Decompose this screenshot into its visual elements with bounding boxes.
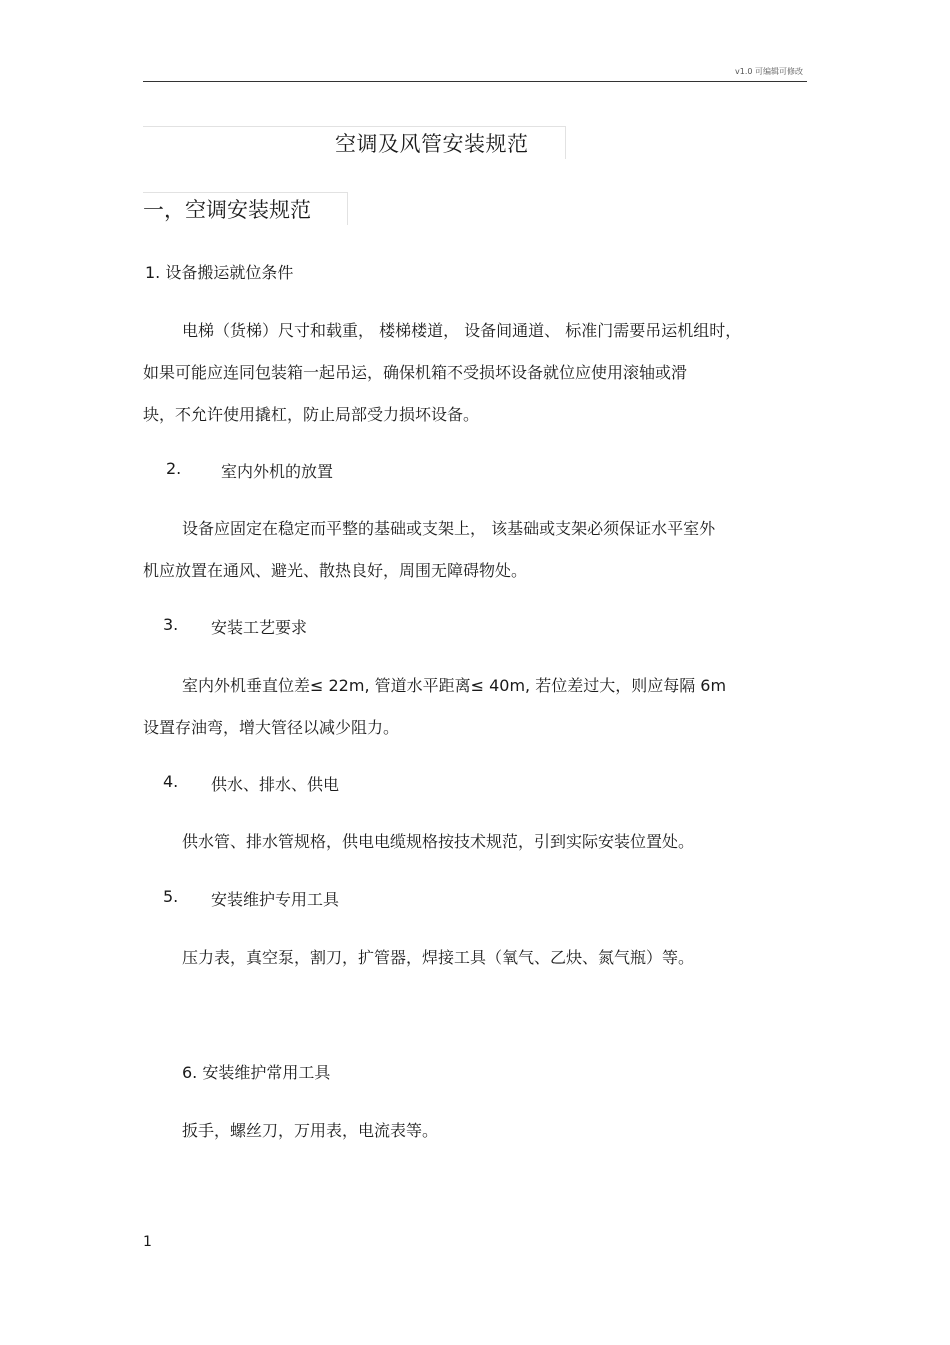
item-3-heading: 安装工艺要求 (211, 618, 308, 637)
item-3-number: 3. (163, 615, 179, 634)
item-5-number: 5. (163, 887, 179, 906)
item-1-line-2: 如果可能应连同包装箱一起吊运，确保机箱不受损坏设备就位应使用滚轴或滑 (143, 363, 688, 382)
item-3-line-1: 室内外机垂直位差≤ 22m, 管道水平距离≤ 40m, 若位差过大，则应每隔 6m (182, 676, 727, 695)
header-version-note: v1.0 可编辑可修改 (735, 67, 803, 76)
item-6-line-1: 扳手，螺丝刀，万用表，电流表等。 (182, 1121, 439, 1140)
item-4-line-1: 供水管、排水管规格，供电电缆规格按技术规范，引到实际安装位置处。 (182, 832, 695, 851)
document-title: 空调及风管安装规范 (335, 132, 529, 156)
item-5-line-1: 压力表，真空泵，割刀，扩管器，焊接工具（氧气、乙炔、氮气瓶）等。 (182, 948, 695, 967)
item-1-line-1: 电梯（货梯）尺寸和载重， 楼梯楼道， 设备间通道、 标准门需要吊运机组时， (182, 321, 742, 340)
item-1-line-3: 块，不允许使用撬杠，防止局部受力损坏设备。 (143, 405, 480, 424)
item-5-heading: 安装维护专用工具 (211, 890, 340, 909)
page-number: 1 (143, 1234, 152, 1250)
item-4-heading: 供水、排水、供电 (211, 775, 340, 794)
section-heading: 一，空调安装规范 (143, 198, 311, 222)
item-4-number: 4. (163, 772, 179, 791)
header-rule (143, 81, 807, 82)
item-1-heading: 1. 设备搬运就位条件 (145, 263, 294, 282)
item-2-line-1: 设备应固定在稳定而平整的基础或支架上， 该基础或支架必须保证水平室外 (182, 519, 716, 538)
item-2-line-2: 机应放置在通风、避光、散热良好，周围无障碍物处。 (143, 561, 528, 580)
item-2-heading: 室内外机的放置 (221, 462, 334, 481)
item-2-number: 2. (166, 459, 182, 478)
item-6-heading: 6. 安装维护常用工具 (182, 1063, 331, 1082)
item-3-line-2: 设置存油弯，增大管径以减少阻力。 (143, 718, 400, 737)
